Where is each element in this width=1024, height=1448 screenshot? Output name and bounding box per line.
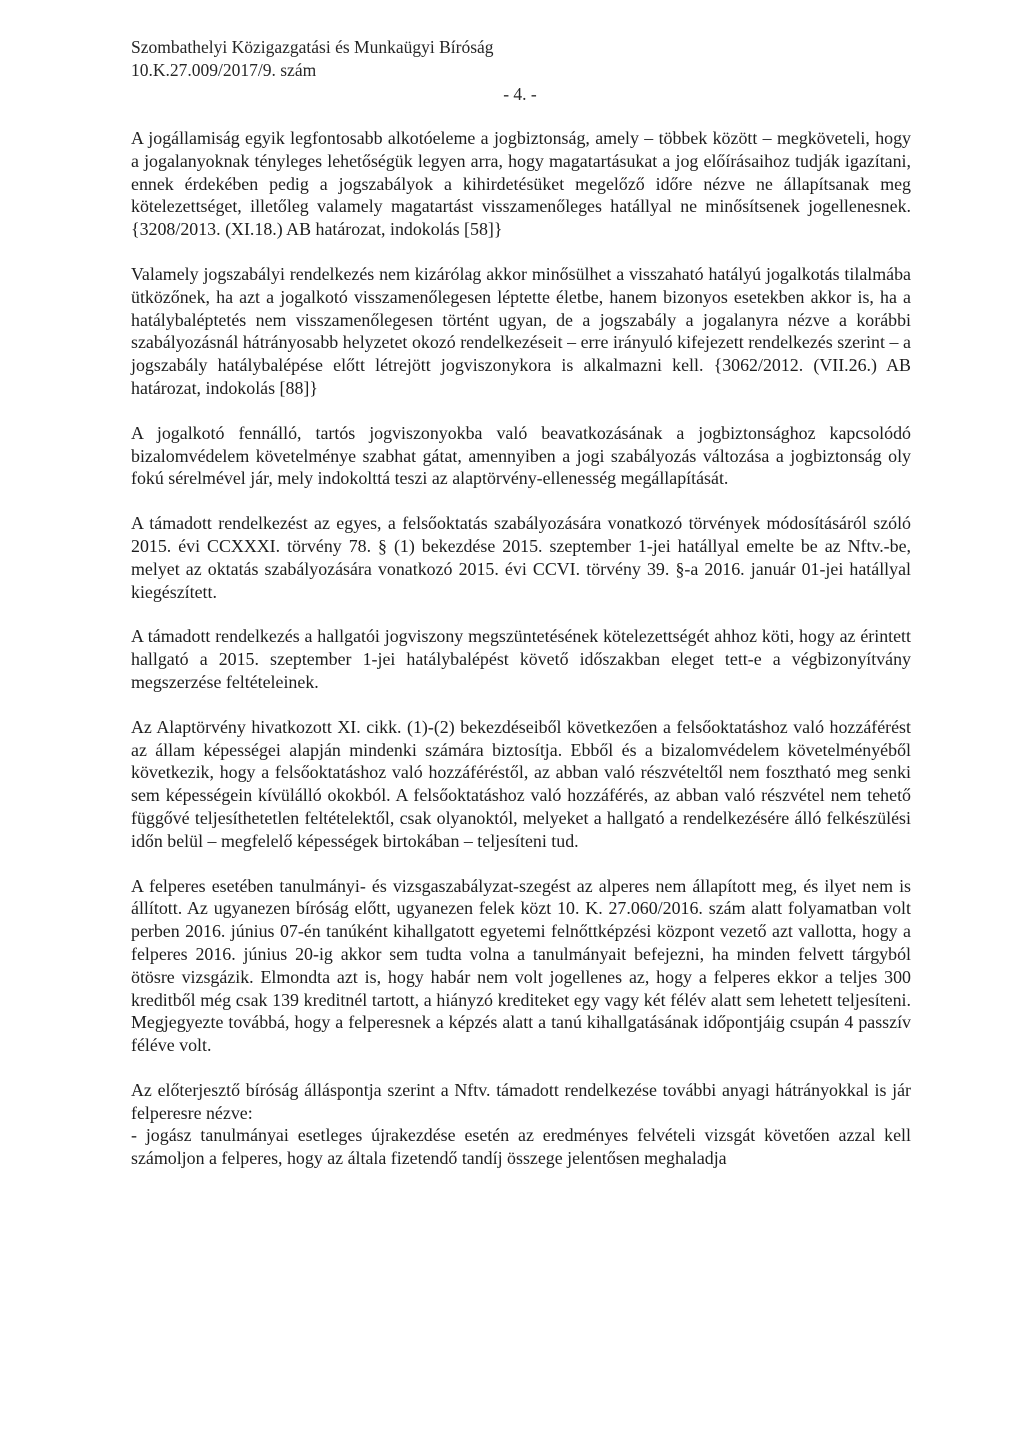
paragraph-8: Az előterjesztő bíróság álláspontja szerint a Nftv. támadott rendelkezése további anyagi hátrányokkal is jár felperesre nézve:	[131, 1079, 911, 1123]
document-header	[131, 36, 494, 82]
document-body	[131, 127, 911, 1170]
paragraph-4: A támadott rendelkezést az egyes, a felsőoktatás szabályozására vonatkozó törvények módosításáról szóló 2015. évi CCXXXI. törvény 78. § (1) bekezdése 2015. szeptember 1-jei hatállyal emelte be az Nftv.-be, melyet az oktatás szabályozására vonatkozó 2015. évi CCVI. törvény 39. §-a 2016. január 01-jei hatállyal kiegészített.	[131, 513, 911, 602]
case-number: 10.K.27.009/2017/9. szám	[131, 60, 317, 80]
paragraph-7: A felperes esetében tanulmányi- és vizsgaszabályzat-szegést az alperes nem állapított meg, és ilyet nem is állított. Az ugyanezen bíróság előtt, ugyanezen felek közt 10. K. 27.060/2016. szám alatt folyamatban volt perben 2016. június 07-én tanúként kihallgatott egyetemi felnőttképzési központ vezető azt vallotta, hogy a felperes 2016. június 20-ig akkor sem tudta volna a tanulmányait befejezni, ha minden felvett tárgyból ötösre vizsgázik. Elmondta azt is, hogy habár nem volt jogellenes az, hogy a felperes ekkor a teljes 300 kreditből még csak 139 kreditnél tartott, a hiányzó krediteket egy vagy két félév alatt sem lehetett teljesíteni. Megjegyezte továbbá, hogy a felperesnek a képzés alatt a tanú kihallgatásának időpontjáig csupán 4 passzív féléve volt.	[131, 875, 911, 1056]
paragraph-5: A támadott rendelkezés a hallgatói jogviszony megszüntetésének kötelezettségét ahhoz köti, hogy az érintett hallgató a 2015. szeptember 1-jei hatálybalépést követő időszakban eleget tett-e a végbizonyítvány megszerzése feltételeinek.	[131, 626, 911, 692]
list-item: - jogász tanulmányai esetleges újrakezdése esetén az eredményes felvételi vizsgát követően azzal kell számoljon a felperes, hogy az általa fizetendő tandíj összege jelentősen meghaladja	[131, 1125, 911, 1169]
paragraph-1: A jogállamiság egyik legfontosabb alkotóeleme a jogbiztonság, amely – többek között – megköveteli, hogy a jogalanyoknak tényleges lehetőségük legyen arra, hogy magatartásukat a jog előírásaihoz tudják igazítani, ennek érdekében pedig a jogszabályok a kihirdetésüket megelőző időre nézve ne állapítsanak meg kötelezettséget, illetőleg valamely magatartást visszamenőleges hatállyal ne minősítsenek jogellenesnek. {3208/2013. (XI.18.) AB határozat, indokolás [58]}	[131, 128, 911, 240]
page-number: - 4. -	[503, 84, 537, 104]
paragraph-6: Az Alaptörvény hivatkozott XI. cikk. (1)-(2) bekezdéseiből következően a felsőoktatáshoz való hozzáférést az állam képességei alapján mindenki számára biztosítja. Ebből és a bizalomvédelem követelményéből következik, hogy a felsőoktatáshoz való hozzáféréstől, az abban való részvételtől nem fosztható meg senki sem képességein kívülálló okokból. A felsőoktatáshoz való hozzáférés, az abban való részvétel nem tehető függővé teljesíthetetlen feltételektől, csak olyanoktól, melyeket a hallgató a rendelkezésére álló felkészülési időn belül – megfelelő képességek birtokában – teljesíteni tud.	[131, 716, 911, 851]
paragraph-2: Valamely jogszabályi rendelkezés nem kizárólag akkor minősülhet a visszaható hatályú jogalkotás tilalmába ütközőnek, ha azt a jogalkotó visszamenőlegesen léptette életbe, hanem bizonyos esetekben akkor is, ha a hatálybaléptetés nem visszamenőlegesen történt ugyan, de a jogszabály a jogalanyra nézve a korábbi szabályozásnál hátrányosabb helyzetet okozó rendelkezéseit – erre irányuló kifejezett rendelkezés szerint – a jogszabály hatálybalépése előtt létrejött jogviszonykora is alkalmazni kell. {3062/2012. (VII.26.) AB határozat, indokolás [88]}	[131, 263, 911, 398]
court-name: Szombathelyi Közigazgatási és Munkaügyi Bíróság	[131, 37, 494, 57]
paragraph-3: A jogalkotó fennálló, tartós jogviszonyokba való beavatkozásának a jogbiztonsághoz kapcsolódó bizalomvédelem követelménye szabhat gátat, amennyiben a jogi szabályozás változása a jogbiztonság oly fokú sérelmével jár, mely indokolttá teszi az alaptörvény-ellenesség megállapítását.	[131, 422, 911, 489]
